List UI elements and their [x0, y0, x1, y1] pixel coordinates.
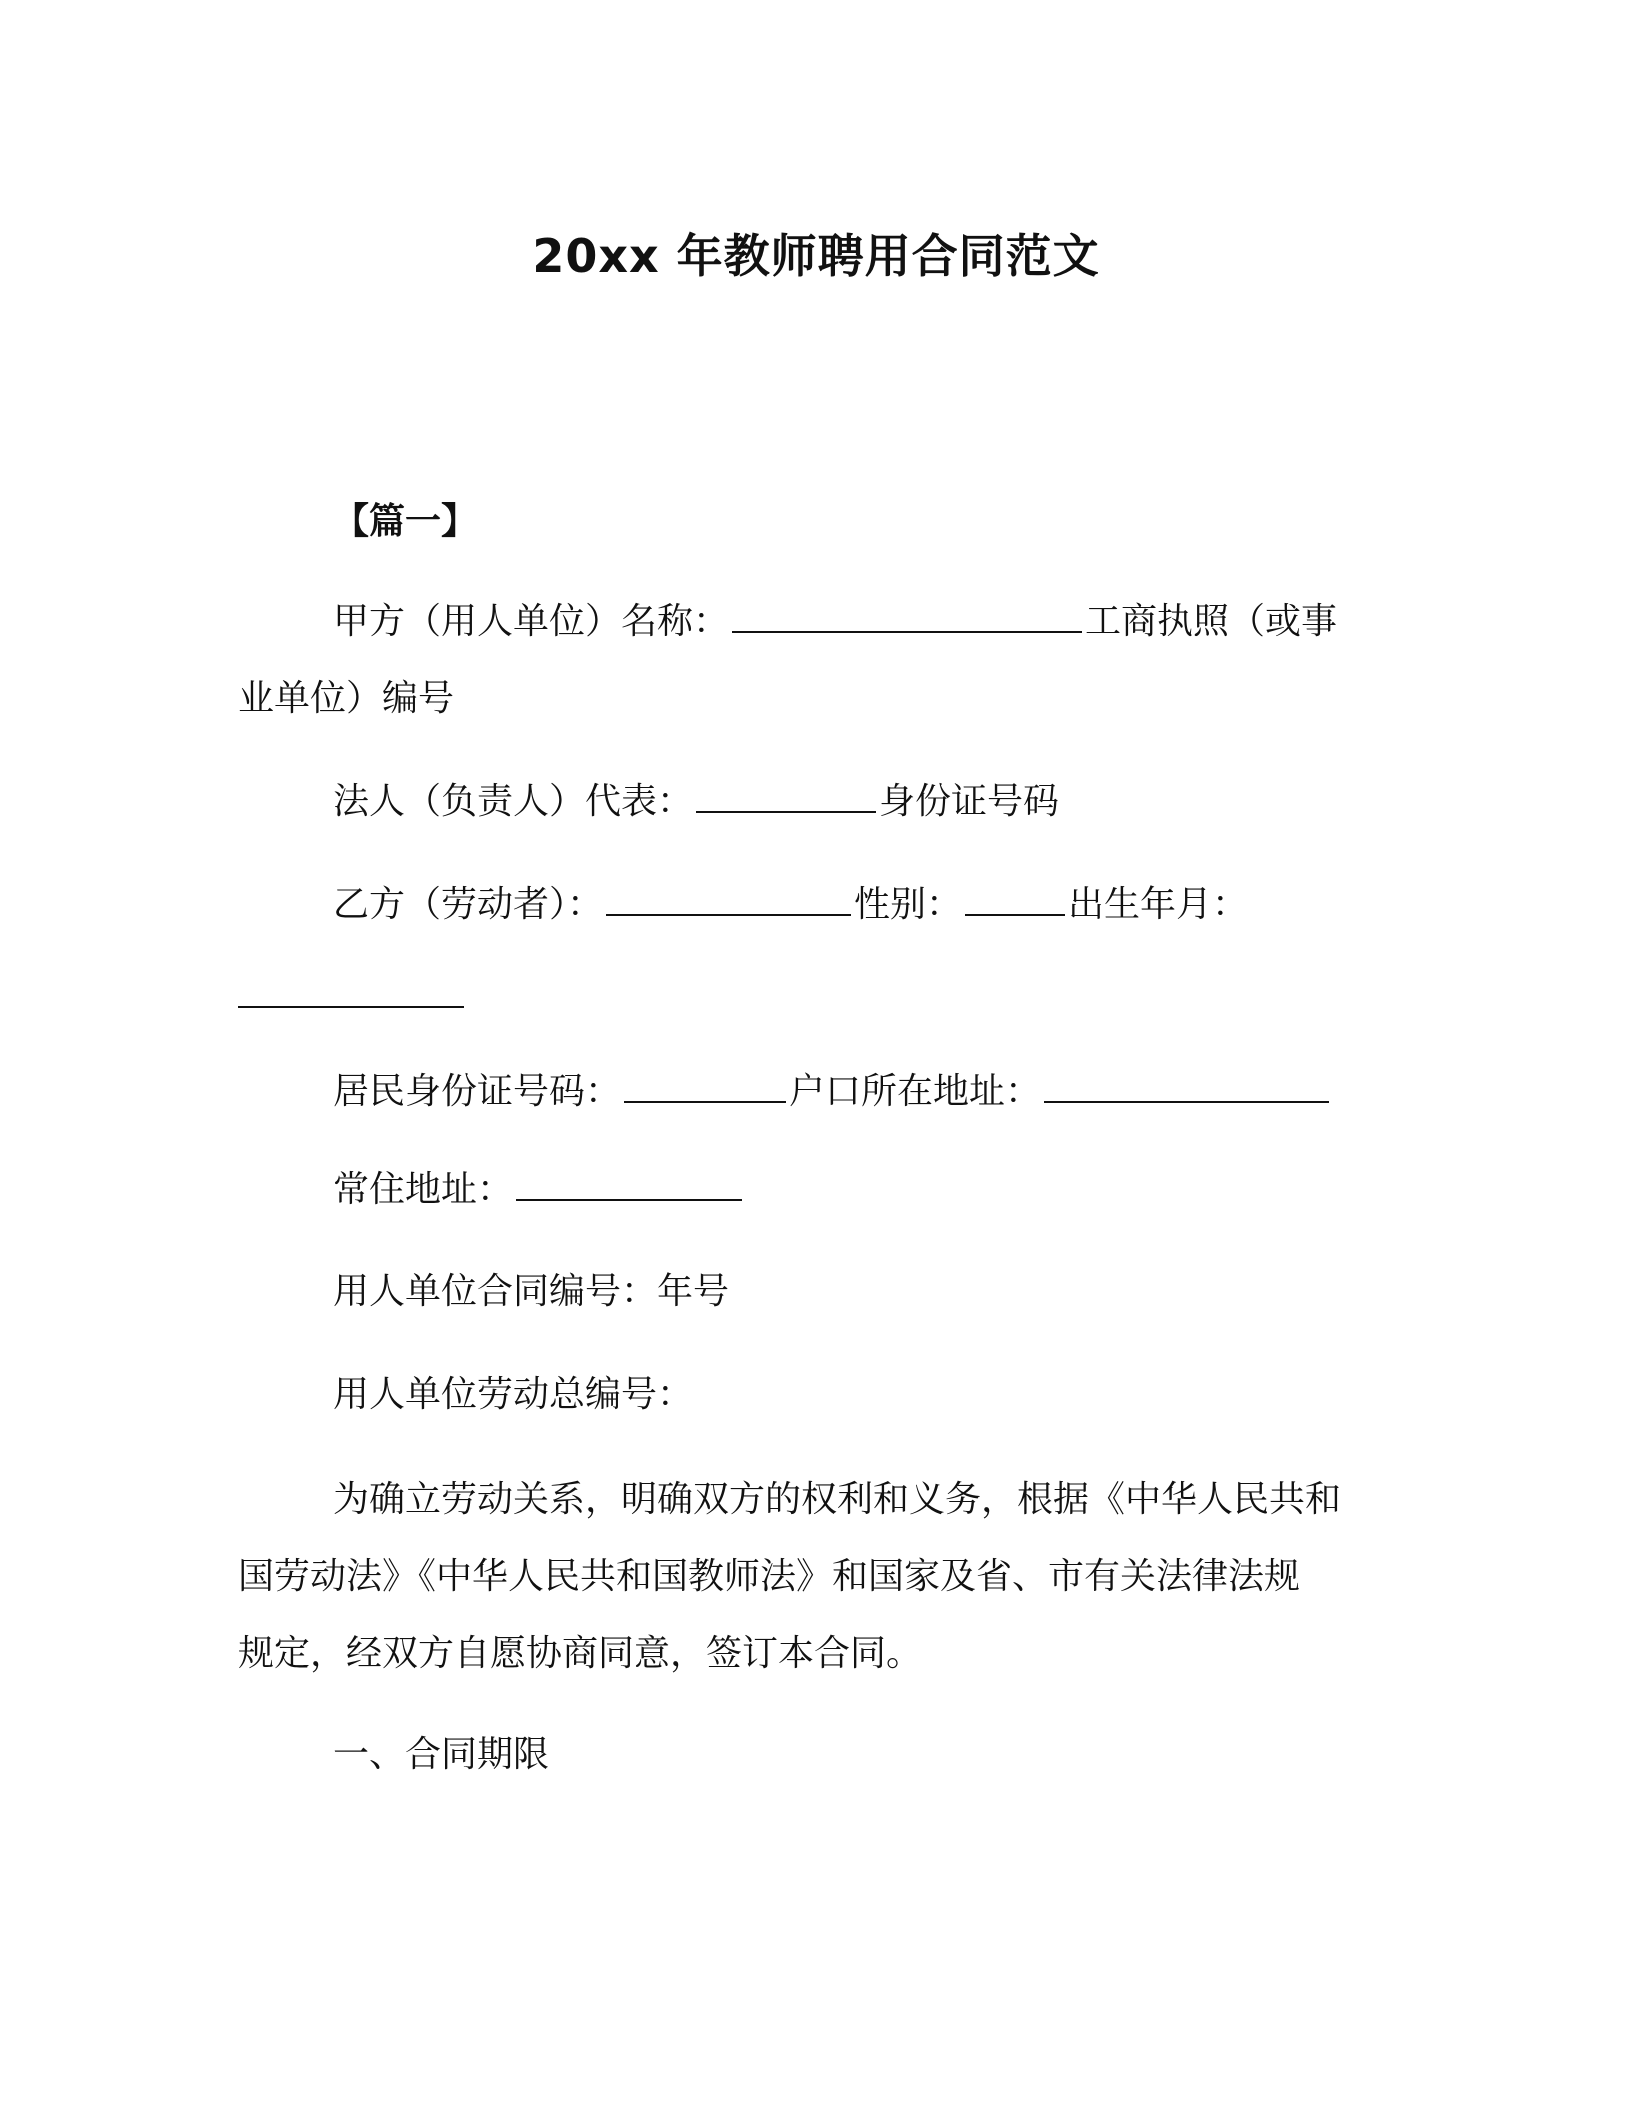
birth-blank-line: [238, 975, 467, 1019]
birth-label: 出生年月：: [1068, 884, 1249, 925]
hukou-label: 户口所在地址：: [789, 1071, 1042, 1112]
legal-rep-label: 法人（负责人）代表：: [333, 781, 694, 822]
business-license-label: 工商执照（或事: [1085, 601, 1338, 642]
resident-id-label: 居民身份证号码：: [333, 1071, 622, 1112]
residence-label: 常住地址：: [333, 1169, 514, 1210]
party-b-name-blank: [606, 884, 851, 916]
gender-blank: [965, 884, 1065, 916]
party-a-continuation: 业单位）编号: [238, 678, 455, 719]
legal-rep-blank: [696, 781, 876, 813]
legal-rep-line: [333, 780, 1059, 824]
preamble-line-1: 为确立劳动关系，明确双方的权利和义务，根据《中华人民共和: [333, 1479, 1342, 1520]
labor-number-line: 用人单位劳动总编号：: [333, 1374, 694, 1415]
preamble-line-2: 国劳动法》《中华人民共和国教师法》和国家及省、市有关法律法规: [238, 1556, 1301, 1597]
party-a-label: 甲方（用人单位）名称：: [333, 601, 730, 642]
party-b-label: 乙方（劳动者）：: [333, 884, 604, 925]
preamble-line-3: 规定，经双方自愿协商同意，签订本合同。: [238, 1633, 923, 1674]
resident-id-blank: [624, 1071, 786, 1103]
document-title: 20xx 年教师聘用合同范文: [532, 229, 1100, 283]
clause-1-heading: 一、合同期限: [333, 1734, 550, 1775]
section-heading: 【篇一】: [333, 501, 478, 542]
residence-line: [333, 1168, 745, 1212]
hukou-blank: [1044, 1071, 1329, 1103]
party-a-name-blank: [732, 601, 1082, 633]
birth-date-blank: [238, 976, 464, 1008]
gender-label: 性别：: [854, 884, 963, 925]
contract-number-line: 用人单位合同编号：年号: [333, 1271, 730, 1312]
id-line: [333, 1070, 1332, 1114]
party-a-line: [333, 600, 1337, 644]
party-b-line: [333, 883, 1248, 927]
id-number-label: 身份证号码: [879, 781, 1060, 822]
residence-blank: [516, 1169, 742, 1201]
